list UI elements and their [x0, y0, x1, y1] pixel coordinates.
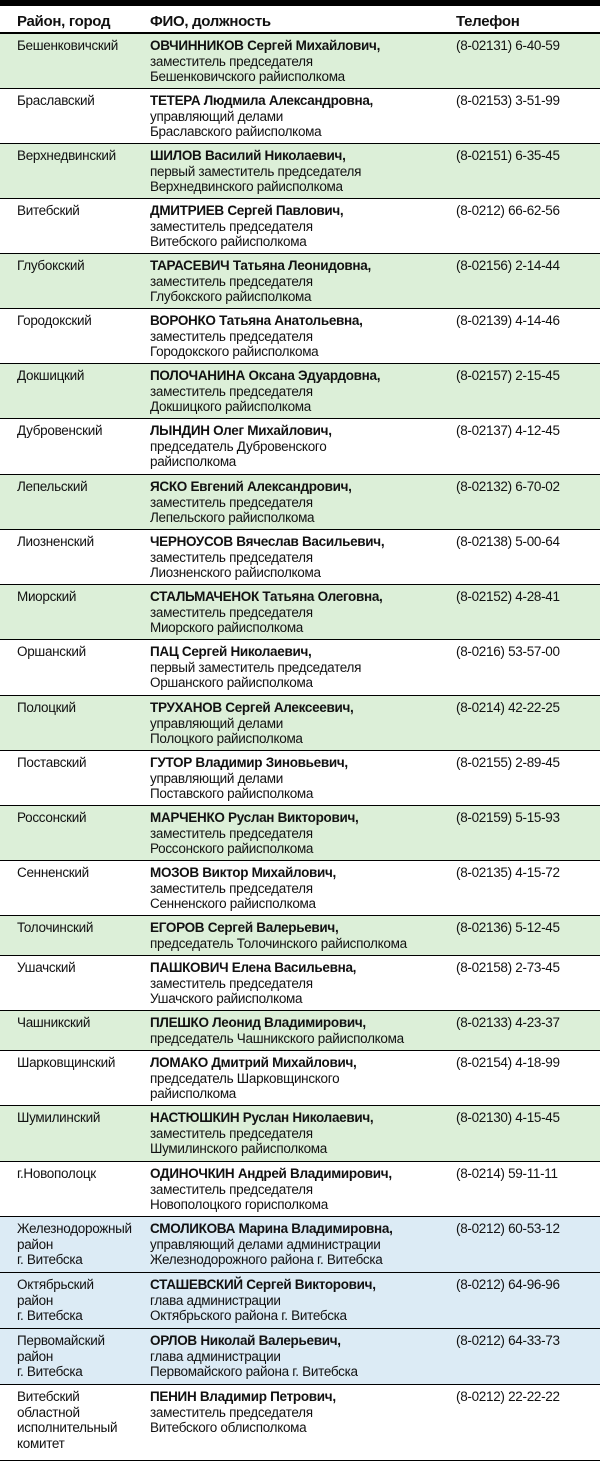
phone-cell: (8-0216) 53-57-00 [456, 644, 560, 659]
phone-cell: (8-0212) 60-53-12 [456, 1221, 560, 1236]
person-position: председатель Чашникского райисполкома [150, 1030, 404, 1046]
table-row [0, 916, 600, 956]
person-position: заместитель председателя Лепельского райисполкома [150, 494, 315, 525]
person-name: СТАЛЬМАЧЕНОК Татьяна Олеговна, [150, 589, 383, 604]
person-cell [150, 1277, 460, 1324]
person-cell [150, 810, 460, 857]
person-name: ТЕТЕРА Людмила Александровна, [150, 93, 373, 108]
table-row [0, 956, 600, 1011]
table-row [0, 585, 600, 640]
phone-cell: (8-02154) 4-18-99 [456, 1055, 560, 1070]
phone-cell: (8-02138) 5-00-64 [456, 534, 560, 549]
district-cell: Докшицкий [17, 368, 85, 383]
table-row [0, 1329, 600, 1385]
table-row [0, 806, 600, 861]
person-cell [150, 1015, 460, 1046]
person-name: МАРЧЕНКО Руслан Викторович, [150, 810, 359, 825]
district-cell: Россонский [17, 810, 87, 825]
person-name: ЧЕРНОУСОВ Вячеслав Васильевич, [150, 534, 385, 549]
person-name: СТАШЕВСКИЙ Сергей Викторович, [150, 1277, 376, 1292]
person-position: заместитель председателя Новополоцкого горисполкома [150, 1181, 328, 1212]
table-row [0, 34, 600, 89]
person-position: председатель Шарковщинского райисполкома [150, 1070, 340, 1101]
district-cell: Браславский [17, 93, 95, 108]
district-cell: Железнодорожный район г. Витебска [17, 1221, 132, 1267]
district-cell: Ушачский [17, 960, 76, 975]
district-cell: Толочинский [17, 920, 94, 935]
person-cell [150, 203, 460, 250]
person-position: управляющий делами администрации Железнодорожного района г. Витебска [150, 1236, 383, 1267]
person-position: глава администрации Октябрьского района г. Витебска [150, 1292, 347, 1323]
person-name: МОЗОВ Виктор Михайлович, [150, 865, 336, 880]
person-position: заместитель председателя Шумилинского райисполкома [150, 1125, 327, 1156]
person-position: заместитель председателя Витебского облисполкома [150, 1404, 313, 1435]
person-cell [150, 313, 460, 360]
phone-cell: (8-02137) 4-12-45 [456, 423, 560, 438]
person-cell [150, 258, 460, 305]
person-cell [150, 700, 460, 747]
phone-cell: (8-02132) 6-70-02 [456, 479, 560, 494]
person-name: ОДИНОЧКИН Андрей Владимирович, [150, 1166, 392, 1181]
table-row [0, 1385, 600, 1461]
person-position: заместитель председателя Витебского райисполкома [150, 218, 313, 249]
district-cell: Городокский [17, 313, 92, 328]
table-row [0, 696, 600, 751]
person-name: ВОРОНКО Татьяна Анатольевна, [150, 313, 363, 328]
district-cell: Шумилинский [17, 1110, 101, 1125]
person-name: ТРУХАНОВ Сергей Алексеевич, [150, 700, 354, 715]
person-name: ГУТОР Владимир Зиновьевич, [150, 755, 348, 770]
person-name: СМОЛИКОВА Марина Владимировна, [150, 1221, 393, 1236]
table-row [0, 1011, 600, 1051]
person-name: ПАЦ Сергей Николаевич, [150, 644, 312, 659]
phone-cell: (8-02139) 4-14-46 [456, 313, 560, 328]
person-cell [150, 1389, 460, 1436]
person-position: заместитель председателя Миорского райисполкома [150, 604, 313, 635]
table-row [0, 1217, 600, 1273]
person-name: ПАШКОВИЧ Елена Васильевна, [150, 960, 357, 975]
district-cell: Сенненский [17, 865, 89, 880]
district-cell: г.Новополоцк [17, 1166, 96, 1181]
person-name: ЯСКО Евгений Александрович, [150, 479, 352, 494]
phone-cell: (8-02155) 2-89-45 [456, 755, 560, 770]
person-cell [150, 534, 460, 581]
person-position: заместитель председателя Россонского райисполкома [150, 825, 314, 856]
district-cell: Лепельский [17, 479, 88, 494]
person-cell [150, 148, 460, 195]
person-position: заместитель председателя Ушачского райисполкома [150, 975, 313, 1006]
table-row [0, 144, 600, 199]
person-position: заместитель председателя Бешенковичского райисполкома [150, 53, 345, 84]
table-row [0, 364, 600, 419]
person-cell [150, 368, 460, 415]
person-cell [150, 93, 460, 140]
table-body [0, 34, 600, 1461]
person-position: заместитель председателя Докшицкого райисполкома [150, 383, 313, 414]
person-position: заместитель председателя Сенненского райисполкома [150, 880, 316, 911]
phone-cell: (8-0214) 59-11-11 [456, 1166, 558, 1181]
table-row [0, 475, 600, 530]
person-position: председатель Дубровенского райисполкома [150, 438, 327, 469]
person-name: ПЛЕШКО Леонид Владимирович, [150, 1015, 366, 1030]
person-cell [150, 1221, 460, 1268]
district-cell: Поставский [17, 755, 87, 770]
table-row [0, 861, 600, 916]
person-name: ПОЛОЧАНИНА Оксана Эдуардовна, [150, 368, 381, 383]
person-cell [150, 920, 460, 951]
table-row [0, 751, 600, 806]
phone-cell: (8-02156) 2-14-44 [456, 258, 560, 273]
phone-cell: (8-02136) 5-12-45 [456, 920, 560, 935]
district-cell: Октябрьский район г. Витебска [17, 1277, 94, 1323]
person-name: ЕГОРОВ Сергей Валерьевич, [150, 920, 339, 935]
phone-cell: (8-02151) 6-35-45 [456, 148, 560, 163]
table-row [0, 640, 600, 696]
district-cell: Оршанский [17, 644, 86, 659]
phone-cell: (8-02157) 2-15-45 [456, 368, 560, 383]
district-cell: Лиозненский [17, 534, 94, 549]
table-row [0, 419, 600, 475]
phone-cell: (8-02135) 4-15-72 [456, 865, 560, 880]
header-district: Район, город [17, 13, 111, 30]
person-cell [150, 1333, 460, 1380]
person-cell [150, 960, 460, 1007]
person-position: первый заместитель председателя Оршанского райисполкома [150, 659, 362, 690]
table-header [0, 0, 600, 34]
phone-cell: (8-02159) 5-15-93 [456, 810, 560, 825]
district-cell: Дубровенский [17, 423, 103, 438]
person-cell [150, 755, 460, 802]
person-position: первый заместитель председателя Верхнедвинского райисполкома [150, 163, 362, 194]
district-cell: Витебский областной исполнительный комитет [17, 1389, 118, 1451]
person-position: заместитель председателя Городокского райисполкома [150, 328, 319, 359]
person-name: ПЕНИН Владимир Петрович, [150, 1389, 336, 1404]
person-position: заместитель председателя Глубокского райисполкома [150, 273, 313, 304]
person-position: глава администрации Первомайского района г. Витебска [150, 1348, 358, 1379]
person-name: ОРЛОВ Николай Валерьевич, [150, 1333, 341, 1348]
header-phone: Телефон [456, 13, 520, 30]
person-cell [150, 1055, 460, 1102]
phone-cell: (8-0212) 64-33-73 [456, 1333, 560, 1348]
person-cell [150, 589, 460, 636]
person-position: управляющий делами Браславского райисполкома [150, 108, 322, 139]
district-cell: Шарковщинский [17, 1055, 116, 1070]
district-cell: Витебский [17, 203, 80, 218]
table-row [0, 1051, 600, 1106]
phone-cell: (8-0212) 22-22-22 [456, 1389, 560, 1404]
phone-cell: (8-02158) 2-73-45 [456, 960, 560, 975]
person-name: ЛОМАКО Дмитрий Михайлович, [150, 1055, 357, 1070]
phone-cell: (8-02152) 4-28-41 [456, 589, 560, 604]
district-cell: Бешенковичский [17, 38, 119, 53]
table-row [0, 309, 600, 364]
person-name: ШИЛОВ Василий Николаевич, [150, 148, 346, 163]
phone-cell: (8-0212) 66-62-56 [456, 203, 560, 218]
district-cell: Миорский [17, 589, 77, 604]
phone-cell: (8-02130) 4-15-45 [456, 1110, 560, 1125]
phone-cell: (8-0212) 64-96-96 [456, 1277, 560, 1292]
person-name: ТАРАСЕВИЧ Татьяна Леонидовна, [150, 258, 371, 273]
header-name: ФИО, должность [150, 13, 271, 30]
person-cell [150, 423, 460, 470]
person-cell [150, 1110, 460, 1157]
district-cell: Глубокский [17, 258, 85, 273]
phone-cell: (8-02133) 4-23-37 [456, 1015, 560, 1030]
district-cell: Верхнедвинский [17, 148, 116, 163]
person-position: управляющий делами Поставского райисполкома [150, 770, 314, 801]
person-cell [150, 644, 460, 691]
person-position: управляющий делами Полоцкого райисполкома [150, 715, 303, 746]
district-cell: Полоцкий [17, 700, 76, 715]
table-row [0, 199, 600, 254]
table-row [0, 1273, 600, 1329]
person-name: ЛЫНДИН Олег Михайлович, [150, 423, 332, 438]
person-position: председатель Толочинского райисполкома [150, 935, 407, 951]
phone-cell: (8-02153) 3-51-99 [456, 93, 560, 108]
person-name: ДМИТРИЕВ Сергей Павлович, [150, 203, 344, 218]
table-row [0, 254, 600, 309]
person-cell [150, 1166, 460, 1213]
phone-cell: (8-0214) 42-22-25 [456, 700, 560, 715]
table-row [0, 530, 600, 585]
table-row [0, 1106, 600, 1162]
person-cell [150, 479, 460, 526]
phone-cell: (8-02131) 6-40-59 [456, 38, 560, 53]
table-row [0, 1162, 600, 1217]
person-name: ОВЧИННИКОВ Сергей Михайлович, [150, 38, 381, 53]
district-cell: Чашникский [17, 1015, 91, 1030]
district-cell: Первомайский район г. Витебска [17, 1333, 105, 1379]
person-cell [150, 38, 460, 85]
person-cell [150, 865, 460, 912]
table-row [0, 89, 600, 144]
person-name: НАСТЮШКИН Руслан Николаевич, [150, 1110, 374, 1125]
person-position: заместитель председателя Лиозненского райисполкома [150, 549, 321, 580]
